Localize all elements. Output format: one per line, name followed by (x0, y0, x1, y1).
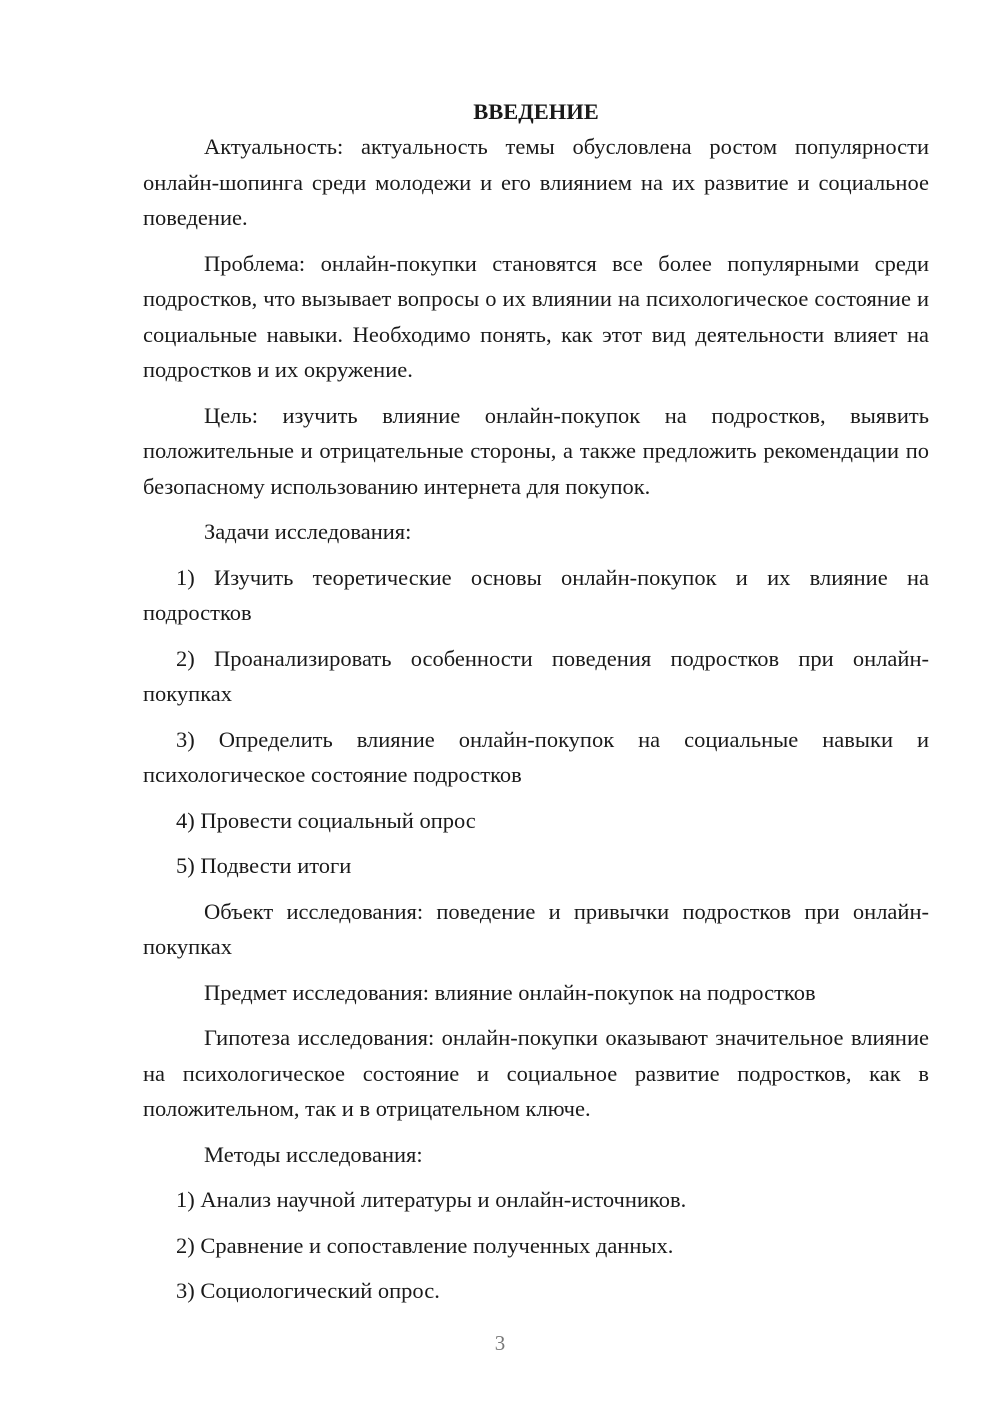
document-page (143, 94, 929, 1319)
list-item: 2) Проанализировать особенности поведения подростков при онлайн-покупках (143, 645, 929, 706)
paragraph-hypothesis: Гипотеза исследования: онлайн-покупки оказывают значительное влияние на психологическое состояние и социальное развитие подростков, как в положительном, так и в отрицательном ключе. (143, 1025, 929, 1121)
list-item: 1) Анализ научной литературы и онлайн-источников. (176, 1187, 687, 1212)
paragraph-methods-heading: Методы исследования: (204, 1141, 423, 1167)
page-number: 3 (494, 1331, 506, 1355)
list-item: 4) Провести социальный опрос (176, 807, 476, 833)
page-title: ВВЕДЕНИЕ (473, 99, 599, 124)
paragraph-subject: Предмет исследования: влияние онлайн-покупок на подростков (204, 979, 816, 1005)
list-item: 5) Подвести итоги (176, 853, 352, 878)
paragraph-tasks-heading: Задачи исследования: (204, 519, 412, 544)
list-item: 3) Социологический опрос. (176, 1278, 440, 1303)
paragraph-problem: Проблема: онлайн-покупки становятся все более популярными среди подростков, что вызывает вопросы о их влиянии на психологическое состояние и социальные навыки. Необходимо понять, как этот вид деятельности влияет на подростков и их окружение. (143, 250, 929, 382)
list-item: 3) Определить влияние онлайн-покупок на социальные навыки и психологическое состояние подростков (143, 726, 929, 787)
paragraph-relevance: Актуальность: актуальность темы обусловлена ростом популярности онлайн-шопинга среди молодежи и его влиянием на их развитие и социальное поведение. (143, 134, 929, 230)
list-item: 2) Сравнение и сопоставление полученных данных. (176, 1232, 674, 1258)
paragraph-object: Объект исследования: поведение и привычки подростков при онлайн-покупках (143, 898, 929, 959)
list-item: 1) Изучить теоретические основы онлайн-покупок и их влияние на подростков (143, 564, 929, 625)
paragraph-goal: Цель: изучить влияние онлайн-покупок на подростков, выявить положительные и отрицательные стороны, а также предложить рекомендации по безопасному использованию интернета для покупок. (143, 402, 929, 499)
